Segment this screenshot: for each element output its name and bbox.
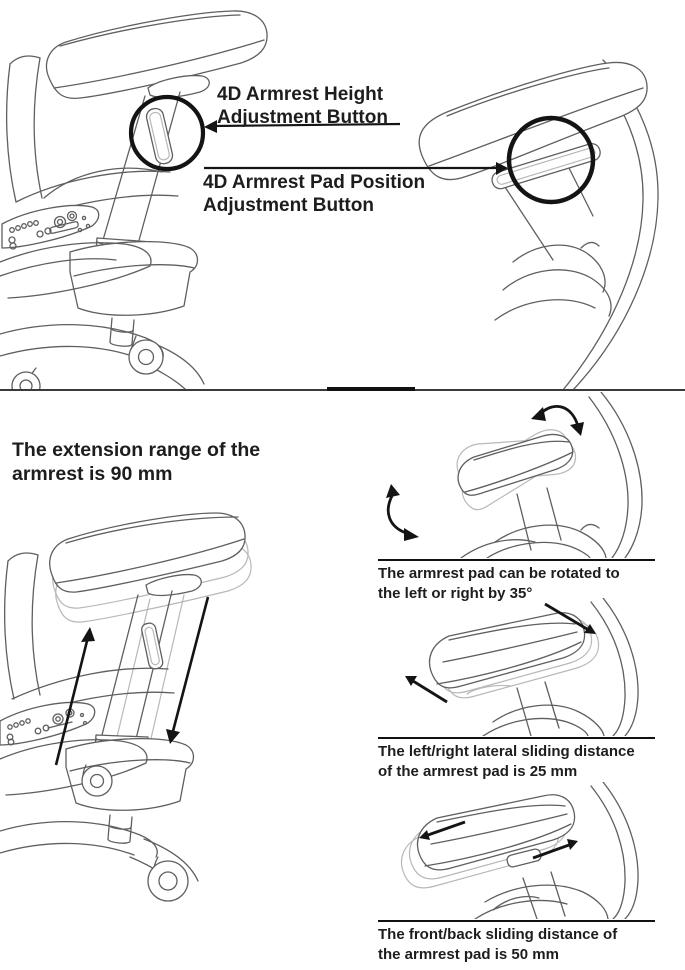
front-back-slide-illustration [375, 782, 685, 919]
front-back-slide-caption-line1: The front/back sliding distance of [378, 926, 618, 943]
height-adjustment-label [217, 83, 427, 129]
extension-range-note [12, 438, 292, 486]
rotation-caption [378, 559, 655, 603]
section-divider-thick-segment [327, 387, 415, 391]
pad-position-label-line1: 4D Armrest Pad Position [203, 172, 426, 193]
extension-range-note-line2: armrest is 90 mm [12, 463, 173, 485]
lateral-slide-illustration [375, 598, 685, 736]
rotate-arrow-right-icon [531, 406, 584, 436]
armrest-extension-illustration [0, 495, 260, 905]
rotation-caption-line1: The armrest pad can be rotated to [378, 565, 620, 582]
front-back-slide-caption-line2: the armrest pad is 50 mm [378, 945, 559, 963]
rotate-arrow-left-icon [386, 484, 419, 541]
extension-down-arrow-icon [166, 597, 208, 744]
lateral-slide-caption [378, 737, 655, 781]
lateral-slide-caption-line1: The left/right lateral sliding distance [378, 743, 635, 760]
front-back-slide-caption [378, 920, 655, 964]
rotation-caption-line2: the left or right by 35° [378, 584, 533, 602]
pad-position-label-line2: Adjustment Button [203, 195, 374, 216]
rotation-illustration [375, 392, 685, 558]
extension-range-note-line1: The extension range of the [12, 439, 261, 461]
pad-position-label [203, 171, 453, 217]
height-adjustment-label-line1: 4D Armrest Height [217, 84, 384, 105]
lateral-slide-caption-line2: of the armrest pad is 25 mm [378, 762, 578, 780]
height-adjustment-label-line2: Adjustment Button [217, 107, 388, 128]
